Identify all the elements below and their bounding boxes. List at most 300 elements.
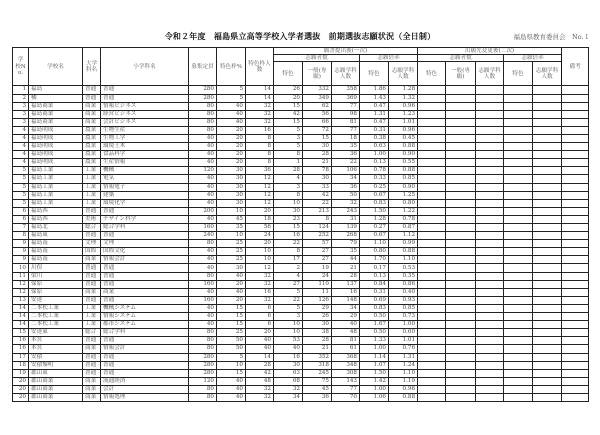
row-first-ippan: 19 [303,264,332,272]
row-second-tokushoku [418,143,446,151]
row-special-count: 48 [246,377,274,385]
row-course: 普通 [101,86,189,94]
row-first-ippan: 27 [303,248,332,256]
row-first-tokushoku: 53 [274,337,303,345]
row-first-total: 18 [332,134,360,142]
row-first-total: 28 [332,272,360,280]
row-second-ratio-total [533,345,562,353]
row-first-tokushoku: 4 [274,175,303,183]
row-remarks [562,118,589,126]
row-second-total [476,296,504,304]
row-first-tokushoku: 23 [274,215,303,223]
header-second-tokushoku: 特色 [418,62,446,86]
row-first-ratio-total: 0.60 [389,329,418,337]
row-first-ratio-tokushoku: 1.86 [360,86,389,94]
row-first-ippan: 75 [303,377,332,385]
row-first-ratio-total: 1.31 [389,353,418,361]
row-dept: 普通 [83,86,101,94]
row-capacity: 280 [189,353,217,361]
row-first-ratio-total: 0.86 [389,280,418,288]
row-school-name: 福島工業 [29,183,83,191]
row-special-pct: 10 [217,361,246,369]
row-capacity: 200 [189,207,217,215]
row-first-tokushoku: 30 [274,361,303,369]
row-first-ratio-total: 1.23 [389,110,418,118]
row-special-pct: 35 [217,224,246,232]
row-school-name: 福島南 [29,248,83,256]
row-capacity: 80 [189,126,217,134]
row-first-ratio-tokushoku: 0.38 [360,134,389,142]
row-first-ippan: 21 [303,159,332,167]
row-remarks [562,167,589,175]
row-first-ratio-total: 0.88 [389,143,418,151]
document-title: 令和２年度 福島県立高等学校入学者選抜 前期選抜志願状況（全日制） [164,31,436,41]
row-second-tokushoku [418,280,446,288]
row-school-no: 19 [13,369,29,377]
row-course: 環境化学 [101,199,189,207]
row-second-total [476,199,504,207]
row-course: 総合学科 [101,224,189,232]
row-first-ippan: 213 [303,207,332,215]
row-second-ratio-total [533,215,562,223]
row-first-ippan: 30 [303,175,332,183]
row-first-ratio-total: 0.55 [389,159,418,167]
row-dept: 普通 [83,361,101,369]
row-special-pct: 40 [217,377,246,385]
header-remarks: 備考 [562,48,589,86]
row-special-pct: 30 [217,167,246,175]
row-second-ratio-total [533,167,562,175]
row-second-ippan [446,264,476,272]
row-course: 電気 [101,175,189,183]
row-first-total: 81 [332,337,360,345]
table-row [13,272,589,280]
row-second-ippan [446,272,476,280]
row-second-tokushoku [418,313,446,321]
row-school-no: 3 [13,110,29,118]
row-dept: 商業 [83,118,101,126]
row-first-total: 34 [332,175,360,183]
row-course: 会計 [101,385,189,393]
row-course: 普通 [101,232,189,240]
row-first-tokushoku: 1 [274,159,303,167]
row-course: 都市システム [101,321,189,329]
row-school-name: 福島工業 [29,191,83,199]
row-course: 普通 [101,94,189,102]
row-second-ippan [446,224,476,232]
row-course: 情報会計 [101,256,189,264]
row-special-count: 40 [246,345,274,353]
row-dept: 工業 [83,313,101,321]
table-row [13,321,589,329]
row-school-name: 福島明成 [29,143,83,151]
row-second-ratio-tokushoku [504,224,533,232]
row-second-tokushoku [418,296,446,304]
row-first-tokushoku: 22 [274,296,303,304]
row-first-ratio-tokushoku: 1.67 [360,321,389,329]
row-school-no: 4 [13,151,29,159]
row-special-pct: 50 [217,337,246,345]
row-second-ratio-tokushoku [504,118,533,126]
row-second-total [476,167,504,175]
row-second-ippan [446,304,476,312]
row-remarks [562,159,589,167]
row-capacity: 40 [189,183,217,191]
header-second-round: 出願先変更後(二次) [418,48,562,55]
table-row [13,134,589,142]
row-first-ratio-tokushoku: 0.50 [360,313,389,321]
row-school-name: 郡山商業 [29,393,83,401]
row-second-ratio-total [533,353,562,361]
row-second-ratio-tokushoku [504,110,533,118]
row-first-total: 77 [332,126,360,134]
row-second-ratio-total [533,151,562,159]
row-special-pct: 25 [217,240,246,248]
row-first-total: 70 [332,393,360,401]
row-first-ippan: 62 [303,102,332,110]
row-first-ippan: 28 [303,337,332,345]
row-first-total: 40 [332,321,360,329]
row-second-ippan [446,110,476,118]
row-first-ratio-tokushoku: 0.83 [360,304,389,312]
row-second-ippan [446,353,476,361]
table-row [13,199,589,207]
row-capacity: 240 [189,232,217,240]
row-second-ippan [446,377,476,385]
row-first-ippan: 42 [303,191,332,199]
row-special-pct: 40 [217,272,246,280]
row-capacity: 280 [189,86,217,94]
row-special-pct: 40 [217,102,246,110]
row-special-count: 32 [246,110,274,118]
row-second-ippan [446,256,476,264]
row-second-tokushoku [418,321,446,329]
row-second-ippan [446,232,476,240]
row-second-ippan [446,393,476,401]
row-special-pct: 30 [217,175,246,183]
table-row [13,183,589,191]
row-course: 環境土木 [101,143,189,151]
row-remarks [562,393,589,401]
row-school-name: 安積黎明 [29,361,83,369]
row-first-tokushoku: 3 [274,313,303,321]
row-school-no: 5 [13,175,29,183]
row-first-ratio-total: 1.22 [389,207,418,215]
row-school-no: 20 [13,385,29,393]
row-school-name: 福島商業 [29,102,83,110]
row-dept: 農業 [83,143,101,151]
table-row [13,296,589,304]
row-first-ippan: 26 [303,313,332,321]
row-first-tokushoku: 42 [274,110,303,118]
row-first-total: 148 [332,296,360,304]
row-second-ratio-tokushoku [504,304,533,312]
row-first-ratio-tokushoku: 0.67 [360,232,389,240]
row-remarks [562,385,589,393]
header-dept: 大学科名 [83,48,101,86]
row-school-no: 5 [13,167,29,175]
row-special-pct: 15 [217,321,246,329]
row-second-tokushoku [418,224,446,232]
row-remarks [562,199,589,207]
row-second-tokushoku [418,118,446,126]
row-remarks [562,288,589,296]
row-first-tokushoku: 27 [274,280,303,288]
row-special-count: 36 [246,167,274,175]
table-row [13,159,589,167]
header-first-total: 志願学科人数 [332,62,360,86]
row-school-name: 保原 [29,280,83,288]
row-first-total: 34 [332,304,360,312]
row-first-ippan: 28 [303,151,332,159]
row-dept: 普通 [83,296,101,304]
row-second-ippan [446,240,476,248]
row-capacity: 160 [189,280,217,288]
row-first-ratio-tokushoku: 1.70 [360,256,389,264]
row-capacity: 80 [189,385,217,393]
row-capacity: 40 [189,321,217,329]
row-second-total [476,353,504,361]
row-dept: 商業 [83,102,101,110]
row-second-total [476,110,504,118]
row-second-ratio-total [533,224,562,232]
row-second-ratio-total [533,337,562,345]
row-remarks [562,329,589,337]
row-first-ippan: 8 [303,215,332,223]
row-special-count: 56 [246,224,274,232]
row-dept: 商業 [83,345,101,353]
table-row [13,191,589,199]
row-capacity: 40 [189,288,217,296]
row-second-ippan [446,280,476,288]
row-special-count: 18 [246,215,274,223]
row-second-tokushoku [418,385,446,393]
row-second-tokushoku [418,240,446,248]
row-dept: 工業 [83,199,101,207]
row-second-ippan [446,296,476,304]
row-special-count: 32 [246,280,274,288]
row-first-tokushoku: 8 [274,248,303,256]
table-row [13,313,589,321]
row-remarks [562,248,589,256]
row-school-name: 郡山商業 [29,377,83,385]
row-first-total: 137 [332,280,360,288]
row-second-tokushoku [418,377,446,385]
row-special-count: 8 [246,143,274,151]
header-second-ratio-total: 志願学科人数 [533,62,562,86]
row-second-tokushoku [418,329,446,337]
row-capacity: 40 [189,313,217,321]
row-second-tokushoku [418,167,446,175]
row-first-ratio-total: 0.80 [389,199,418,207]
row-course: 普通 [101,353,189,361]
row-first-total: 98 [332,110,360,118]
table-row [13,345,589,353]
row-second-tokushoku [418,159,446,167]
row-school-no: 16 [13,337,29,345]
row-second-ratio-total [533,321,562,329]
row-special-count: 32 [246,393,274,401]
row-second-ratio-total [533,126,562,134]
table-row [13,86,589,94]
row-second-ippan [446,215,476,223]
row-first-ippan: 29 [303,304,332,312]
row-school-name: 福島東 [29,232,83,240]
row-second-tokushoku [418,110,446,118]
row-first-tokushoku: 3 [274,134,303,142]
row-capacity: 40 [189,248,217,256]
row-dept: 普通 [83,207,101,215]
table-row [13,393,589,401]
row-remarks [562,353,589,361]
row-first-ratio-tokushoku: 0.67 [360,191,389,199]
row-capacity: 40 [189,256,217,264]
row-first-total: 16 [332,288,360,296]
row-second-total [476,256,504,264]
row-second-tokushoku [418,345,446,353]
row-first-total: 143 [332,377,360,385]
row-course: 食品科学 [101,151,189,159]
row-second-ratio-total [533,118,562,126]
row-second-ratio-tokushoku [504,329,533,337]
row-second-ratio-tokushoku [504,199,533,207]
row-second-ratio-total [533,296,562,304]
row-school-no: 10 [13,264,29,272]
row-first-tokushoku: 10 [274,199,303,207]
row-first-ratio-total: 0.78 [389,215,418,223]
row-second-ippan [446,329,476,337]
row-remarks [562,361,589,369]
row-second-ippan [446,126,476,134]
organization-label: 福島県教育委員会 No.１ [513,33,590,41]
row-capacity: 80 [189,345,217,353]
row-first-ratio-total: 0.76 [389,345,418,353]
table-row [13,118,589,126]
row-dept: 工業 [83,304,101,312]
row-capacity: 280 [189,369,217,377]
row-first-ratio-total: 1.25 [389,191,418,199]
row-special-pct: 20 [217,280,246,288]
row-first-ratio-tokushoku: 1.00 [360,385,389,393]
row-second-tokushoku [418,175,446,183]
row-first-total: 50 [332,191,360,199]
row-second-tokushoku [418,183,446,191]
header-first-tokushoku: 特色 [274,62,303,86]
row-second-total [476,288,504,296]
row-remarks [562,207,589,215]
row-second-ratio-total [533,175,562,183]
row-school-no: 14 [13,304,29,312]
table-row [13,280,589,288]
row-special-pct: 5 [217,86,246,94]
row-special-pct: 40 [217,385,246,393]
row-capacity: 280 [189,361,217,369]
row-first-ippan: 21 [303,345,332,353]
row-second-total [476,215,504,223]
row-school-name: 福島明成 [29,151,83,159]
header-first-ratio-total: 志願学科人数 [389,62,418,86]
row-remarks [562,240,589,248]
row-capacity: 40 [189,151,217,159]
row-first-tokushoku: 32 [274,385,303,393]
table-row [13,126,589,134]
row-first-ippan: 332 [303,86,332,94]
row-school-no: 16 [13,345,29,353]
row-special-count: 20 [246,329,274,337]
header-first-applicants: 志願者数 [274,55,360,62]
row-school-no: 4 [13,159,29,167]
row-school-no: 12 [13,288,29,296]
table-row [13,304,589,312]
row-second-ratio-total [533,393,562,401]
row-first-ratio-total: 1.01 [389,337,418,345]
row-first-ratio-total: 0.87 [389,224,418,232]
row-first-ratio-total: 0.88 [389,248,418,256]
row-second-tokushoku [418,207,446,215]
row-dept: 工業 [83,321,101,329]
row-first-ratio-tokushoku: 0.25 [360,183,389,191]
row-first-tokushoku: 26 [274,86,303,94]
row-first-ratio-total: 0.35 [389,272,418,280]
row-first-ratio-total: 0.99 [389,240,418,248]
row-first-tokushoku: 40 [274,345,303,353]
table-row [13,232,589,240]
row-course: 普通 [101,264,189,272]
row-special-count: 8 [246,151,274,159]
row-first-ippan: 24 [303,272,332,280]
row-second-ratio-tokushoku [504,215,533,223]
row-first-ippan: 22 [303,199,332,207]
row-second-tokushoku [418,248,446,256]
row-first-tokushoku: 28 [274,167,303,175]
row-school-name: 福島明成 [29,159,83,167]
row-course: 生産情報 [101,159,189,167]
row-dept: 工業 [83,167,101,175]
row-first-total: 22 [332,159,360,167]
row-second-ippan [446,175,476,183]
row-second-ratio-tokushoku [504,159,533,167]
row-second-total [476,191,504,199]
row-second-total [476,321,504,329]
row-remarks [562,134,589,142]
row-capacity: 80 [189,393,217,401]
row-dept: 商業 [83,110,101,118]
header-second-ippan: 一般(専願) [446,62,476,86]
row-first-total: 79 [332,240,360,248]
row-second-tokushoku [418,369,446,377]
row-school-name: 福島明成 [29,134,83,142]
row-second-total [476,369,504,377]
row-second-ratio-total [533,240,562,248]
table-row [13,143,589,151]
row-second-total [476,272,504,280]
row-second-tokushoku [418,102,446,110]
header-first-ippan: 一般(専願) [303,62,332,86]
row-second-total [476,280,504,288]
row-second-ratio-total [533,191,562,199]
row-first-tokushoku: 16 [274,353,303,361]
table-row [13,224,589,232]
row-second-tokushoku [418,232,446,240]
row-first-ratio-total: 0.96 [389,385,418,393]
row-second-total [476,118,504,126]
header-second-total: 志願学科人数 [476,62,504,86]
row-dept: 総合 [83,224,101,232]
row-second-ratio-tokushoku [504,191,533,199]
row-second-ratio-tokushoku [504,102,533,110]
row-first-ratio-tokushoku: 1.10 [360,240,389,248]
row-first-ratio-total: 1.01 [389,118,418,126]
